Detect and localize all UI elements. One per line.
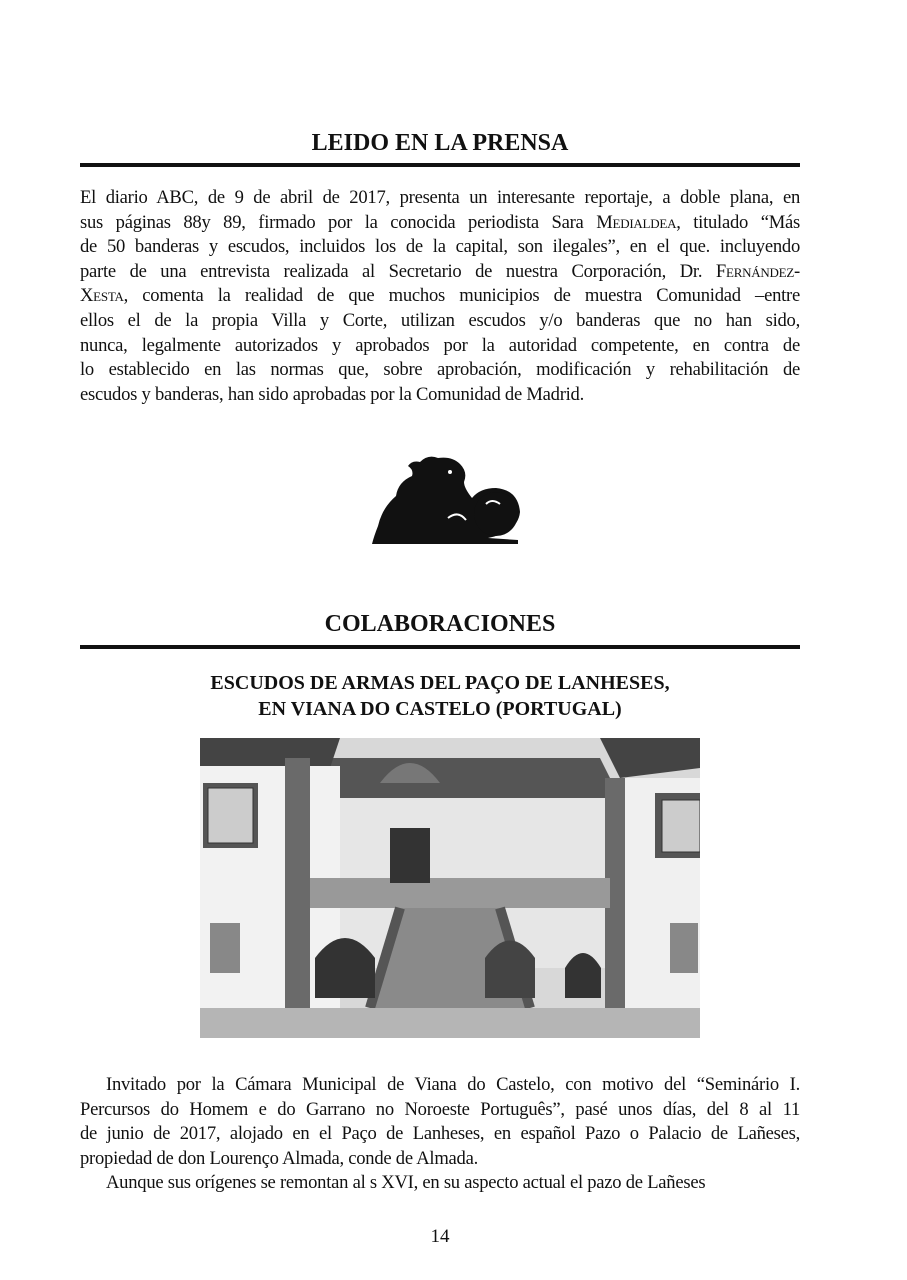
paragraph-line: propiedad de don Lourenço Almada, conde de Almada. bbox=[80, 1147, 478, 1169]
ornament-vignette-image bbox=[368, 452, 528, 548]
paragraph-line bbox=[80, 260, 800, 284]
paragraph-line: Invitado por la Cámara Municipal de Viana do Castelo, con motivo del “Seminário I. bbox=[106, 1074, 800, 1095]
section-title-leido-en-la-prensa: LEIDO EN LA PRENSA bbox=[311, 130, 569, 156]
section-rule bbox=[80, 645, 800, 649]
paragraph-line bbox=[80, 284, 800, 308]
paragraph-line bbox=[80, 358, 800, 382]
article-title-line1: ESCUDOS DE ARMAS DEL PAÇO DE LANHESES, bbox=[210, 672, 670, 694]
line-text: ellos el de la propia Villa y Corte, utilizan escudos y/o banderas que no han sido, bbox=[80, 310, 800, 331]
section-rule bbox=[80, 163, 800, 167]
author-name-smallcaps: Fernández- bbox=[715, 260, 800, 282]
section-title-colaboraciones: COLABORACIONES bbox=[324, 611, 556, 637]
paragraph-line: Aunque sus orígenes se remontan al s XVI, en su aspecto actual el pazo de Lañeses bbox=[106, 1172, 706, 1194]
paragraph-line bbox=[80, 309, 800, 333]
line-text: , titulado “Más bbox=[676, 211, 800, 233]
page-number: 14 bbox=[430, 1226, 450, 1247]
paragraph-line bbox=[80, 334, 800, 358]
paragraph-line: de junio de 2017, alojado en el Paço de Lanheses, en español Pazo o Palacio de Lañeses, bbox=[80, 1123, 800, 1145]
line-text: sus páginas 88y 89, firmado por la conocida periodista Sara bbox=[80, 211, 597, 233]
paragraph-line bbox=[80, 186, 800, 210]
photo-paco-de-lanheses bbox=[200, 738, 700, 1038]
line-text: parte de una entrevista realizada al Secretario de nuestra Corporación, Dr. bbox=[80, 260, 716, 282]
paragraph-line bbox=[80, 383, 800, 407]
paragraph-line bbox=[80, 211, 800, 235]
line-text: lo establecido en las normas que, sobre aprobación, modificación y rehabilitación de bbox=[80, 359, 800, 381]
author-name-smallcaps: Xesta bbox=[80, 285, 124, 307]
paragraph-line bbox=[80, 235, 800, 259]
line-text: , comenta la realidad de que muchos municipios de muestra Comunidad –entre bbox=[123, 285, 800, 307]
line-text: El diario ABC, de 9 de abril de 2017, presenta un interesante reportaje, a doble plana, en bbox=[80, 187, 800, 208]
article-title-line2: EN VIANA DO CASTELO (PORTUGAL) bbox=[258, 698, 622, 720]
line-text: escudos y banderas, han sido aprobadas por la Comunidad de Madrid. bbox=[80, 383, 584, 405]
line-text: de 50 banderas y escudos, incluidos los de la capital, son ilegales”, en el que. incluyendo bbox=[80, 236, 800, 258]
paragraph-line: Percursos do Homem e do Garrano no Noroeste Português”, pasé unos días, del 8 al 11 bbox=[80, 1098, 800, 1120]
line-text: nunca, legalmente autorizados y aprobados por la autoridad competente, en contra de bbox=[80, 334, 800, 356]
author-name-smallcaps: Medialdea bbox=[596, 211, 677, 233]
